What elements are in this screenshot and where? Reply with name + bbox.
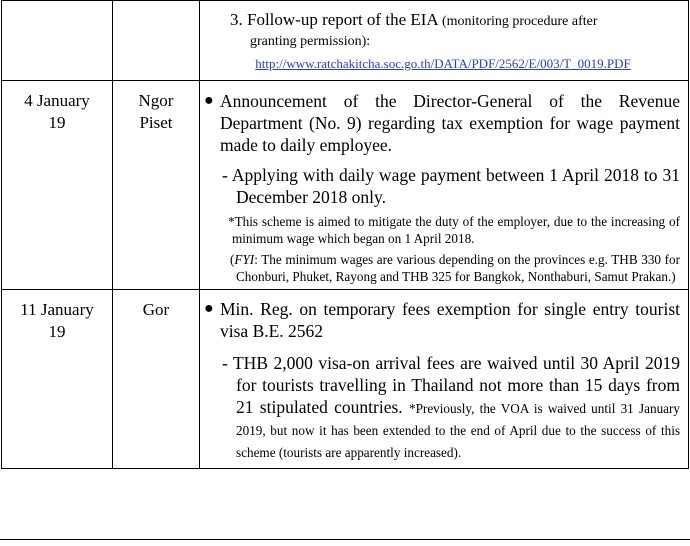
- follow-up-paren-1: (monitoring procedure after: [442, 14, 598, 29]
- description-cell: [200, 81, 689, 290]
- date-line-1: 4 January: [24, 91, 90, 110]
- follow-up-item: [206, 9, 680, 33]
- bullet-item: [206, 298, 680, 342]
- gazette-pdf-link[interactable]: http://www.ratchakitcha.soc.go.th/DATA/PDF/2562/E/003/T_0019.PDF: [255, 56, 631, 71]
- dash-item: [206, 352, 680, 462]
- date-line-2: 19: [48, 113, 66, 132]
- fyi-note: [206, 251, 680, 285]
- dash-item: - Applying with daily wage payment between 1 April 2018 to 31 December 2018 only.: [222, 165, 680, 207]
- date-cell: [2, 81, 113, 290]
- category-line-1: Ngor: [138, 91, 174, 110]
- note-text: *This scheme is aimed to mitigate the duty of the employer, due to the increasing of minimum wage which began on 1 April 2018.: [228, 214, 680, 246]
- category-cell: [113, 1, 200, 81]
- category-line-1: Gor: [142, 300, 170, 319]
- dash-note: *Previously, the VOA is waived until 31 January 2019, but now it has been extended to the end of April due to the success of this scheme (tourists are apparently increased).: [236, 401, 681, 460]
- follow-up-paren-2: granting permission):: [250, 34, 371, 49]
- fyi-open-paren: (: [230, 252, 235, 267]
- follow-up-link-row: [206, 55, 680, 72]
- table-row: [2, 81, 689, 290]
- fyi-label: FYI: [234, 252, 255, 267]
- bullet-icon: ●: [204, 300, 214, 317]
- follow-up-title: Follow-up report of the EIA: [247, 10, 438, 29]
- table-row: [2, 1, 689, 81]
- bullet-text: Announcement of the Director-General of the Revenue Department (No. 9) regarding tax exemption for wage payment made to daily employee.: [220, 91, 680, 155]
- date-line-1: 11 January: [20, 300, 94, 319]
- date-cell: [2, 1, 113, 81]
- category-line-2: Piset: [139, 113, 173, 132]
- gazette-table: [1, 0, 689, 469]
- dash-text: - THB 2,000 visa-on arrival fees are waived until 30 April 2019 for tourists travelling in Thailand not more than 15 days from 21 stipulated countries.: [222, 353, 680, 417]
- date-line-2: 19: [48, 322, 66, 341]
- description-cell: [200, 290, 689, 469]
- fyi-text: : The minimum wages are various depending on the provinces e.g. THB 330 for Chonburi, Phuket, Rayong and THB 325 for Bangkok, Nonthaburi, Samut Prakan.): [236, 252, 680, 284]
- bullet-text: Min. Reg. on temporary fees exemption for single entry tourist visa B.E. 2562: [220, 299, 680, 341]
- table-row: [2, 290, 689, 469]
- category-cell: [113, 290, 200, 469]
- bullet-icon: ●: [204, 92, 214, 109]
- category-cell: [113, 81, 200, 290]
- date-cell: [2, 290, 113, 469]
- follow-up-number: 3.: [230, 10, 243, 29]
- description-cell: [200, 1, 689, 81]
- page-bottom-rule: [0, 539, 690, 540]
- bullet-item: [206, 90, 680, 156]
